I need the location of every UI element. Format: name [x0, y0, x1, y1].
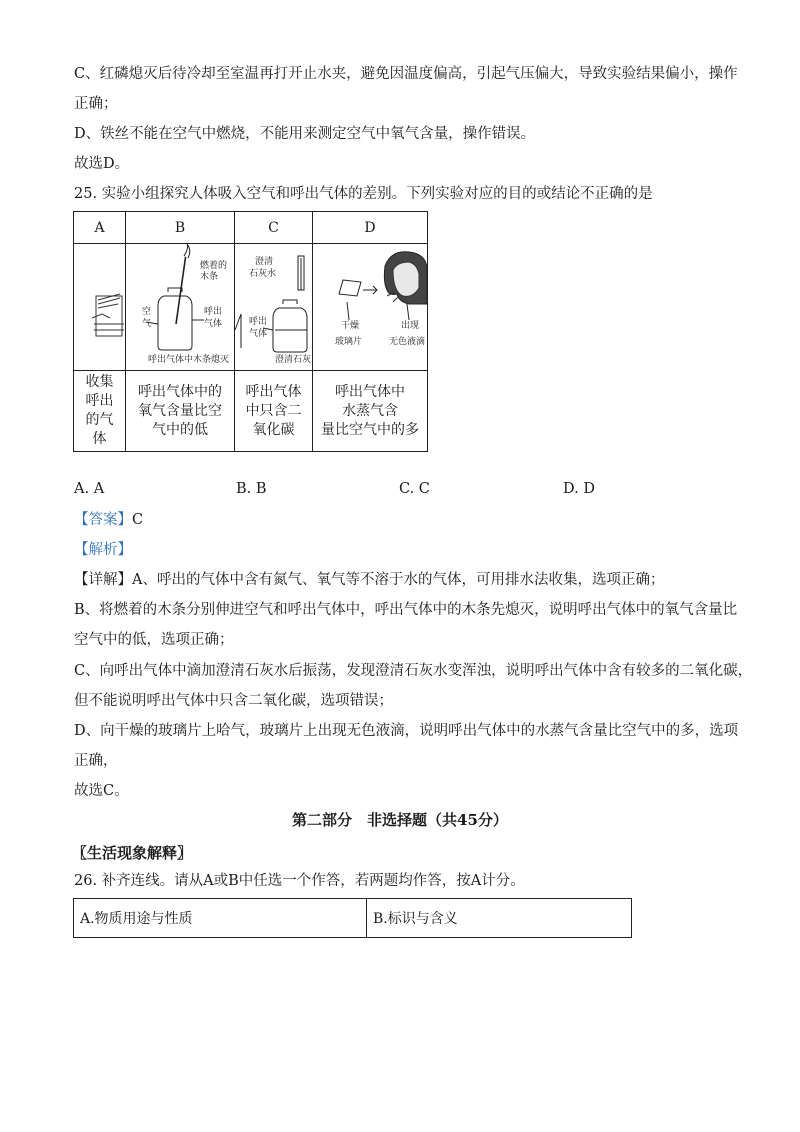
conclusion-b-line: 呼出气体中的: [138, 383, 222, 400]
section-title: 第二部分 非选择题（共45分）: [292, 811, 508, 829]
text-line: 故选D。: [74, 156, 130, 172]
conclusion-b-line: 气中的低: [152, 421, 208, 438]
option-a: A. A: [74, 481, 105, 497]
conclusion-a-line: 体: [92, 431, 107, 447]
detail-line: 但不能说明呼出气体中只含二氧化碳，选项错误；: [74, 693, 393, 709]
conclusion-a-line: 的气: [85, 412, 114, 428]
label-c-exhaled: 呼出: [249, 317, 268, 327]
col-header-c: C: [235, 212, 313, 244]
label-dry: 干燥: [341, 321, 360, 331]
burning-stick-illustration: [126, 244, 234, 366]
question-26-table: [73, 898, 632, 938]
question-26-stem: 26. 补齐连线。请从A或B中任选一个作答，若两题均作答，按A计分。: [74, 873, 525, 889]
label-air: 空: [142, 307, 152, 317]
label-drops: 无色液滴: [389, 337, 426, 347]
label-exhaled: 呼出: [204, 307, 223, 317]
conclusion-a: [74, 371, 126, 452]
conclusion-b-line: 氧气含量比空: [138, 402, 222, 419]
label-c-caption: 澄清石灰: [275, 355, 312, 365]
limewater-illustration: [235, 244, 312, 366]
label-limewater-2: 石灰水: [249, 269, 277, 279]
answer-tag: 【答案】: [74, 512, 132, 528]
label-burning: 燃着的: [200, 261, 228, 271]
q26-cell-b: B.标识与含义: [367, 899, 632, 938]
answer-value: C: [132, 512, 144, 528]
label-limewater: 澄清: [255, 257, 274, 267]
col-header-a: A: [74, 212, 126, 244]
answer-line: [74, 510, 143, 530]
detail-line: 空气中的低，选项正确；: [74, 632, 234, 648]
option-d: D. D: [563, 481, 595, 497]
water-trough-illustration: [74, 244, 125, 366]
question-25-table: [73, 211, 428, 452]
breath-on-glass-illustration: [313, 244, 427, 366]
label-exhaled-2: 气体: [204, 319, 223, 329]
label-b-caption: 呼出气体中木条熄灭: [148, 355, 230, 365]
conclusion-b: [126, 371, 235, 452]
conclusion-d-line: 量比空气中的多: [321, 421, 419, 438]
col-header-d: D: [313, 212, 428, 244]
conclusion-a-line: 收集: [85, 374, 114, 390]
conclusion-d-line: 水蒸气含: [342, 402, 398, 419]
label-air-2: 气: [142, 319, 152, 329]
image-b-burning-stick: [126, 244, 235, 371]
option-c: C. C: [399, 481, 430, 497]
analysis-tag: 【解析】: [74, 542, 132, 558]
label-c-exhaled-2: 气体: [249, 329, 268, 339]
conclusion-c-line: 中只含二: [245, 402, 302, 419]
conclusion-a-line: 呼出: [85, 393, 114, 409]
label-stick: 木条: [200, 272, 219, 282]
detail-line: 正确，: [74, 753, 118, 769]
detail-line: C、向呼出气体中滴加澄清石灰水后振荡，发现澄清石灰水变浑浊，说明呼出气体中含有较多的二氧化碳，: [74, 663, 753, 679]
detail-line: D、向干燥的玻璃片上哈气，玻璃片上出现无色液滴，说明呼出气体中的水蒸气含量比空气中的多，选项: [74, 723, 739, 739]
label-appear: 出现: [401, 321, 420, 331]
detail-line: 【详解】A、呼出的气体中含有氮气、氧气等不溶于水的气体，可用排水法收集，选项正确；: [74, 572, 665, 588]
section-subtitle: 〖生活现象解释〗: [72, 844, 193, 862]
detail-line: B、将燃着的木条分别伸进空气和呼出气体中，呼出气体中的木条先熄灭，说明呼出气体中的氧气含量比: [74, 602, 738, 618]
question-25-stem: 25. 实验小组探究人体吸入空气和呼出气体的差别。下列实验对应的目的或结论不正确的是: [74, 186, 653, 202]
text-line: D、铁丝不能在空气中燃烧，不能用来测定空气中氧气含量，操作错误。: [74, 126, 536, 142]
text-line: C、红磷熄灭后待冷却至室温再打开止水夹，避免因温度偏高，引起气压偏大，导致实验结果偏小，操作: [74, 66, 738, 82]
image-c-limewater: [235, 244, 313, 371]
text-line: 正确；: [74, 96, 118, 112]
col-header-b: B: [126, 212, 235, 244]
detail-line: 故选C。: [74, 783, 129, 799]
option-b: B. B: [236, 481, 267, 497]
image-d-glass-breath: [313, 244, 428, 371]
conclusion-d: [313, 371, 428, 452]
conclusion-d-line: 呼出气体中: [335, 383, 405, 400]
conclusion-c-line: 氧化碳: [252, 421, 295, 438]
image-a-water-collection: [74, 244, 126, 371]
label-glass: 玻璃片: [335, 337, 363, 347]
q26-cell-a: A.物质用途与性质: [74, 899, 367, 938]
conclusion-c: [235, 371, 313, 452]
conclusion-c-line: 呼出气体: [245, 383, 302, 400]
